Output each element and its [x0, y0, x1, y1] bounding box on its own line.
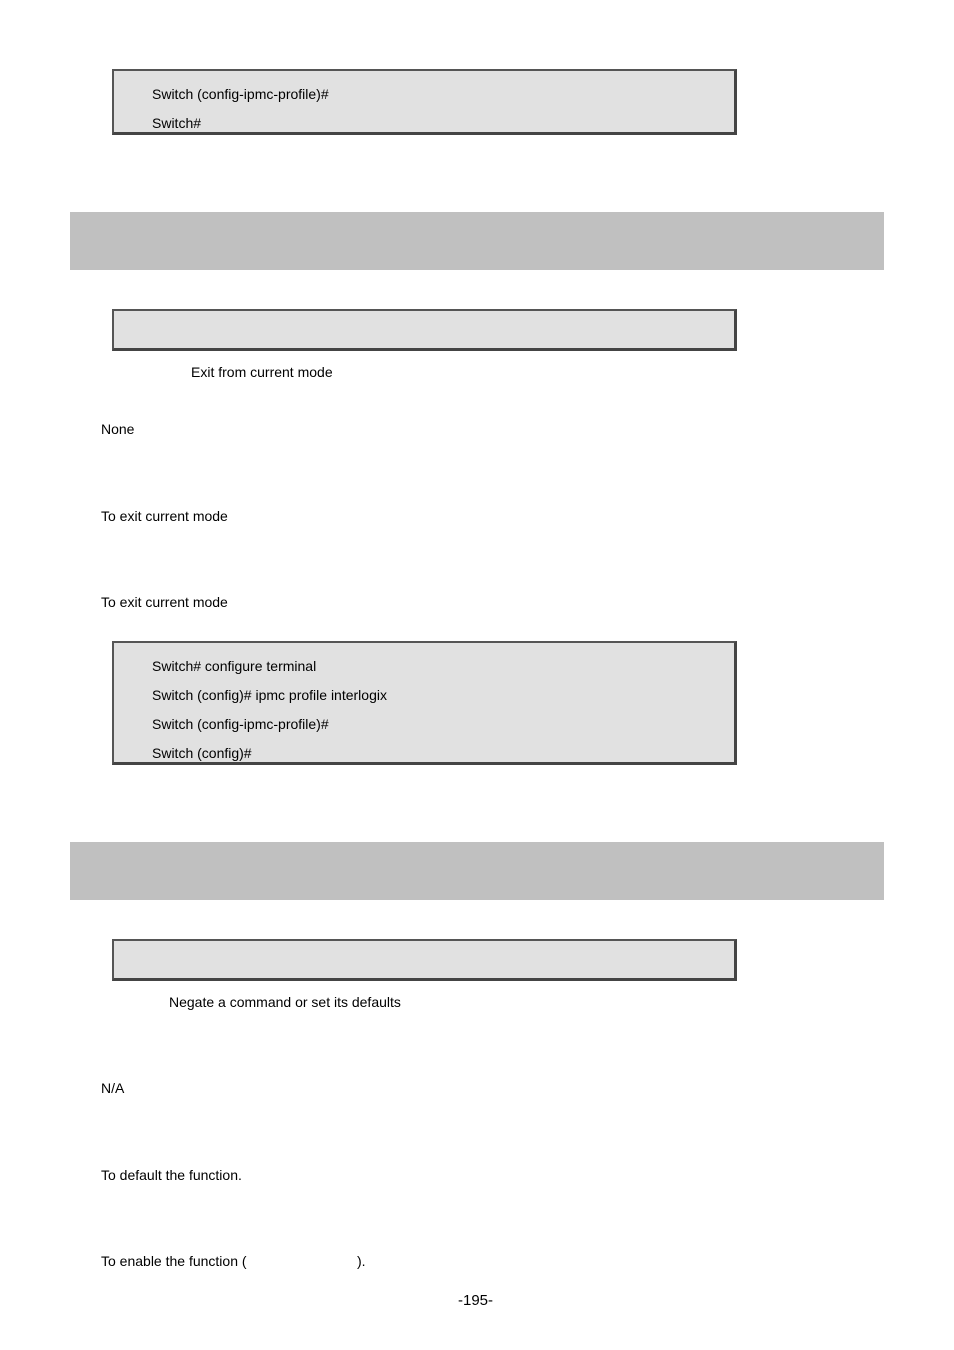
code-line: Switch# configure terminal [152, 658, 317, 674]
code-line: Switch (config)# ipmc profile interlogix [152, 687, 387, 703]
code-line: Switch (config)# [152, 745, 252, 761]
no-default: N/A [101, 1080, 125, 1096]
exit-section-header [70, 212, 884, 270]
exit-syntax-box [112, 309, 737, 351]
code-line: Switch# [152, 115, 202, 131]
exit-example-intro: To exit current mode [101, 594, 228, 610]
exit-usage: To exit current mode [101, 508, 228, 524]
page-number: -195- [458, 1292, 494, 1309]
no-example-intro-suffix: ). [357, 1253, 366, 1269]
top-example-box [112, 69, 737, 135]
code-line: Switch (config-ipmc-profile)# [152, 86, 329, 102]
code-line: Switch (config-ipmc-profile)# [152, 716, 329, 732]
exit-default: None [101, 421, 135, 437]
no-example-intro-prefix: To enable the function ( [101, 1253, 247, 1269]
exit-description: Exit from current mode [191, 364, 333, 380]
no-syntax-box [112, 939, 737, 981]
exit-example-box [112, 641, 737, 765]
no-section-header [70, 842, 884, 900]
no-usage: To default the function. [101, 1167, 242, 1183]
no-description: Negate a command or set its defaults [169, 994, 401, 1010]
